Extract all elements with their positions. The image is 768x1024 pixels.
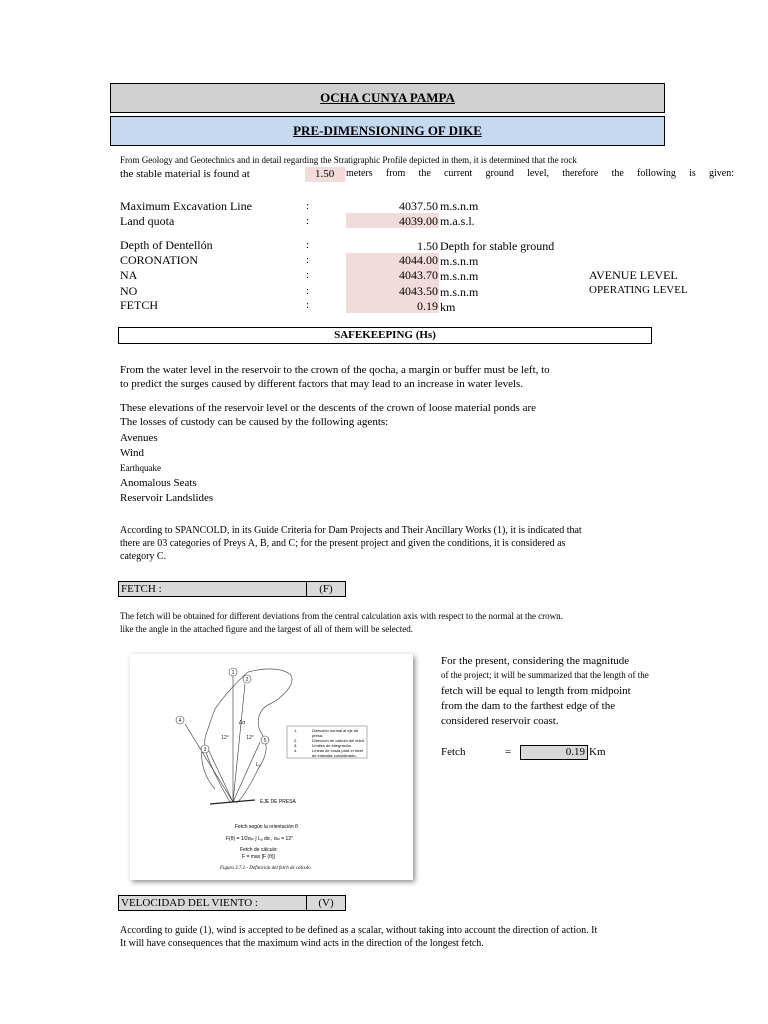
param-value-na: 4043.70 — [399, 268, 438, 282]
fetch-result-value: 0.19 — [520, 745, 588, 760]
dam-axis-label: EJE DE PRESA — [260, 799, 296, 805]
legend-text: Dirección normal al eje de — [312, 728, 359, 733]
wind-line2: It will have consequences that the maximum wind acts in the direction of the longest fetch. — [120, 938, 484, 949]
fetch-header-label-cell — [118, 581, 307, 597]
marker-1: 1 — [231, 670, 235, 676]
agent-avenues: Avenues — [120, 432, 158, 444]
param-note-avenue: AVENUE LEVEL — [589, 268, 678, 282]
word: current — [443, 168, 473, 179]
param-colon: : — [306, 215, 310, 227]
legend-num: 4. — [294, 748, 298, 753]
subtitle-banner — [110, 116, 665, 146]
param-colon: : — [306, 269, 310, 281]
fetch-result-label: Fetch — [441, 746, 466, 758]
param-value-no: 4043.50 — [399, 284, 438, 298]
fetch-figure — [130, 654, 413, 880]
marker-2: 2 — [245, 677, 249, 683]
param-unit: km — [440, 300, 456, 314]
legend-num: 2. — [294, 738, 298, 743]
agent-reservoir-landslides: Reservoir Landslides — [120, 492, 214, 504]
fetch-header-label: FETCH : — [121, 583, 162, 595]
formula: F(θ) = 1/2αₘ ∫ Lₐ dα , αₘ = 12° — [226, 836, 294, 842]
fetch-result-equals: = — [505, 746, 512, 758]
agent-earthquake: Earthquake — [120, 463, 161, 473]
angle-left: 12° — [221, 735, 229, 741]
marker-5: 5 — [263, 738, 267, 744]
length-label: Lₐ — [255, 762, 261, 768]
fetch-desc-line1: The fetch will be obtained for different deviations from the central calculation axis with respect to the normal at the crown. — [120, 611, 563, 621]
formula-title: Fetch según la orientación θ — [235, 824, 298, 830]
spancold-line2: there are 03 categories of Preys A, B, and C; for the present project and given the conditions, it is considered as — [120, 538, 566, 549]
fetch-side-line3: fetch will be equal to length from midpoint — [441, 685, 631, 697]
legend-num: 1. — [294, 728, 298, 733]
param-unit: Depth for stable ground — [440, 239, 555, 253]
intro-depth-value: 1.50 — [315, 168, 335, 180]
param-unit: m.a.s.l. — [440, 214, 475, 228]
param-label-fetch: FETCH — [120, 298, 159, 312]
legend-text: Dirección de cálculo del fetch. — [312, 738, 366, 743]
word: meters — [346, 168, 373, 179]
param-colon: : — [306, 239, 310, 251]
param-label-dentellon: Depth of Dentellón — [120, 238, 213, 252]
angle-right: 12° — [246, 735, 254, 741]
wind-line1: According to guide (1), wind is accepted to be defined as a scalar, without taking into account the direction of action. It — [120, 925, 598, 936]
word: from — [385, 168, 406, 179]
spancold-line1: According to SPANCOLD, in its Guide Criteria for Dam Projects and Their Ancillary Works (1), it is indicated that — [120, 525, 582, 536]
intro-line-2-words — [346, 168, 734, 179]
intro-line-2-label: the stable material is found at — [120, 168, 250, 180]
word: level, — [527, 168, 550, 179]
delta-alpha-label: Δα — [238, 720, 246, 726]
figure-caption: Figura 3.7.1.- Definición del fetch de cálculo — [220, 866, 311, 871]
param-value-max-excavation: 4037.50 — [399, 199, 438, 213]
word: is — [689, 168, 696, 179]
safekeeping-para2-line1: These elevations of the reservoir level or the descents of the crown of loose material ponds are — [120, 402, 537, 414]
safekeeping-para2-line2: The losses of custody can be caused by the following agents: — [120, 416, 389, 428]
wind-header-label-cell — [118, 895, 307, 911]
safekeeping-para1-line2: to predict the surges caused by different factors that may lead to an increase in water levels. — [120, 378, 524, 390]
safekeeping-para1-line1: From the water level in the reservoir to the crown of the qocha, a margin or buffer must be left, to — [120, 364, 550, 376]
marker-3: 3 — [203, 747, 207, 753]
legend-text: de embalse considerado. — [312, 753, 357, 758]
fetch-side-line4: from the dam to the farthest edge of the — [441, 700, 616, 712]
word: the — [418, 168, 431, 179]
param-colon: : — [306, 200, 310, 212]
param-label-no: NO — [120, 284, 138, 298]
param-unit: m.s.n.m — [440, 269, 479, 283]
wind-header-label: VELOCIDAD DEL VIENTO : — [121, 897, 258, 909]
section-heading-safekeeping: SAFEKEEPING (Hs) — [118, 327, 652, 344]
legend-text: Límites de integración. — [312, 743, 353, 748]
param-label-max-excavation: Maximum Excavation Line — [120, 199, 252, 213]
param-value-land-quota: 4039.00 — [399, 214, 438, 228]
param-value-dentellon: 1.50 — [417, 239, 438, 253]
param-colon: : — [306, 254, 310, 266]
word: following — [637, 168, 676, 179]
param-unit: m.s.n.m — [440, 199, 479, 213]
calc-formula: F = max [F (θ)] — [242, 854, 275, 860]
spancold-line3: category C. — [120, 551, 167, 562]
param-unit: m.s.n.m — [440, 285, 479, 299]
page-subtitle: PRE-DIMENSIONING OF DIKE — [293, 123, 482, 138]
param-label-na: NA — [120, 268, 138, 282]
marker-4: 4 — [178, 718, 182, 724]
param-colon: : — [306, 299, 310, 311]
word: the — [611, 168, 624, 179]
page-title: OCHA CUNYA PAMPA — [320, 90, 455, 105]
param-label-land-quota: Land quota — [120, 214, 175, 228]
fetch-side-line2: of the project; it will be summarized that the length of the — [441, 670, 649, 680]
agent-anomalous-seats: Anomalous Seats — [120, 477, 197, 489]
fetch-result-unit: Km — [589, 746, 606, 758]
param-unit: m.s.n.m — [440, 254, 479, 268]
fetch-desc-line2: like the angle in the attached figure and the largest of all of them will be selected. — [120, 624, 413, 634]
fetch-header-symbol: (F) — [306, 581, 346, 597]
legend-text: presa. — [312, 733, 324, 738]
agent-wind: Wind — [120, 447, 144, 459]
calc-title: Fetch de cálculo: — [240, 847, 278, 853]
title-banner — [110, 83, 665, 113]
param-value-coronation: 4044.00 — [399, 253, 438, 267]
legend-text: Líneas de costa para el nivel — [312, 748, 363, 753]
intro-line-1: From Geology and Geotechnics and in detail regarding the Stratigraphic Profile depicted in them, it is determined that the rock — [120, 155, 577, 165]
param-label-coronation: CORONATION — [120, 253, 198, 267]
param-note-operating: OPERATING LEVEL — [589, 284, 688, 296]
legend-num: 3. — [294, 743, 298, 748]
fetch-side-line1: For the present, considering the magnitude — [441, 655, 630, 667]
fetch-side-line5: considered reservoir coast. — [441, 715, 559, 727]
param-value-fetch: 0.19 — [417, 299, 438, 313]
param-colon: : — [306, 285, 310, 297]
wind-header-symbol: (V) — [306, 895, 346, 911]
word: ground — [485, 168, 514, 179]
word: given: — [709, 168, 734, 179]
word: therefore — [562, 168, 599, 179]
